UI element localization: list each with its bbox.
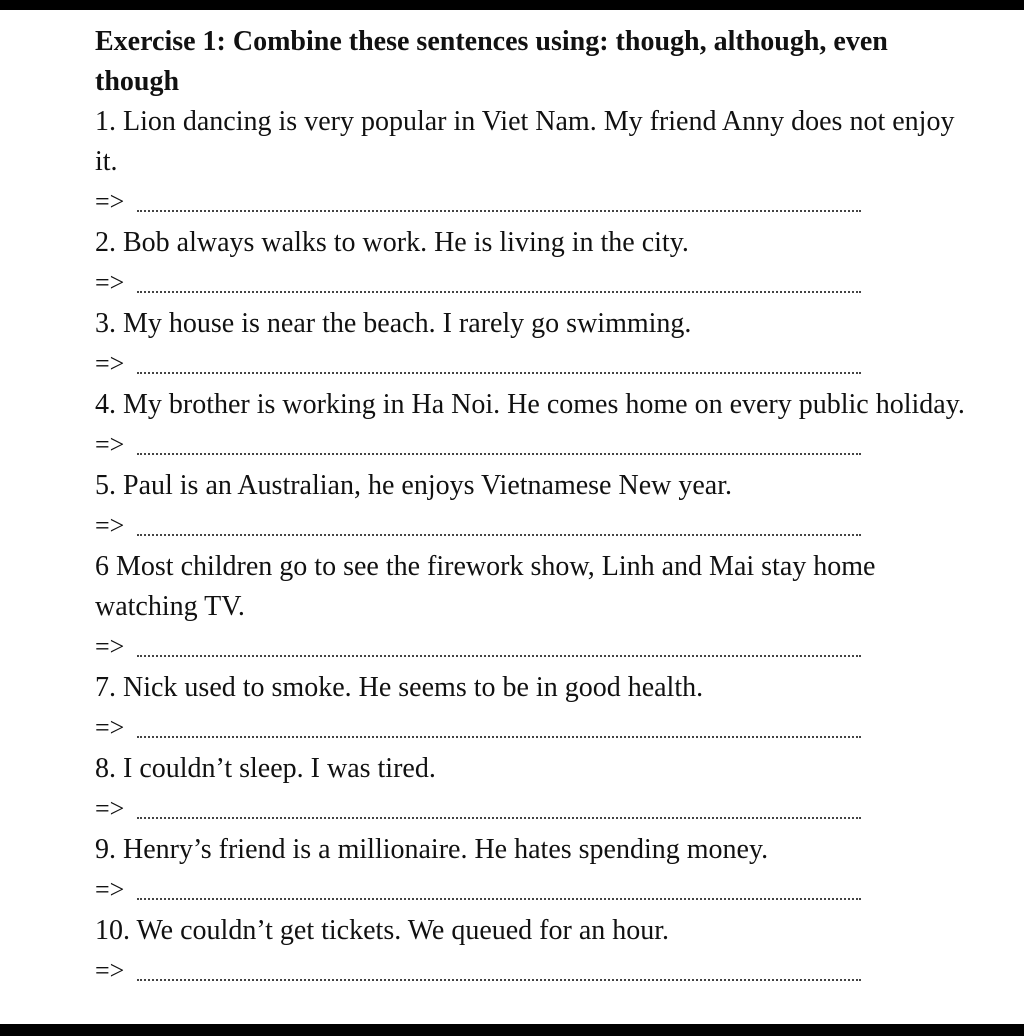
answer-line[interactable] xyxy=(95,951,995,992)
answer-line[interactable] xyxy=(95,627,995,668)
dotted-answer-blank[interactable] xyxy=(137,736,861,738)
question-7 xyxy=(95,668,995,749)
question-1 xyxy=(95,102,995,223)
question-text: 10. We couldn’t get tickets. We queued for an hour. xyxy=(95,915,670,946)
dotted-answer-blank[interactable] xyxy=(137,534,861,536)
dotted-answer-blank[interactable] xyxy=(137,655,861,657)
answer-line[interactable] xyxy=(95,344,995,385)
dotted-answer-blank[interactable] xyxy=(137,291,861,293)
question-5 xyxy=(95,466,995,547)
question-4 xyxy=(95,385,995,466)
answer-arrow: => xyxy=(95,511,125,540)
dotted-answer-blank[interactable] xyxy=(137,210,861,212)
answer-arrow: => xyxy=(95,794,125,823)
question-text: 5. Paul is an Australian, he enjoys Vietnamese New year. xyxy=(95,470,732,501)
question-text: 1. Lion dancing is very popular in Viet Nam. My friend Anny does not enjoy it. xyxy=(95,106,955,177)
answer-arrow: => xyxy=(95,713,125,742)
worksheet-page xyxy=(0,10,1024,1024)
dotted-answer-blank[interactable] xyxy=(137,979,861,981)
question-text: 7. Nick used to smoke. He seems to be in good health. xyxy=(95,672,704,703)
answer-line[interactable] xyxy=(95,789,995,830)
answer-line[interactable] xyxy=(95,708,995,749)
dotted-answer-blank[interactable] xyxy=(137,817,861,819)
dotted-answer-blank[interactable] xyxy=(137,372,861,374)
answer-line[interactable] xyxy=(95,263,995,304)
dotted-answer-blank[interactable] xyxy=(137,453,861,455)
answer-line[interactable] xyxy=(95,425,995,466)
exercise-title: Exercise 1: Combine these sentences using: though, although, even though xyxy=(95,26,888,97)
answer-arrow: => xyxy=(95,632,125,661)
answer-arrow: => xyxy=(95,956,125,985)
answer-arrow: => xyxy=(95,187,125,216)
question-text: 4. My brother is working in Ha Noi. He comes home on every public holiday. xyxy=(95,389,965,420)
answer-line[interactable] xyxy=(95,506,995,547)
question-text: 3. My house is near the beach. I rarely go swimming. xyxy=(95,308,692,339)
answer-arrow: => xyxy=(95,875,125,904)
dotted-answer-blank[interactable] xyxy=(137,898,861,900)
question-6 xyxy=(95,547,995,668)
answer-arrow: => xyxy=(95,268,125,297)
answer-arrow: => xyxy=(95,349,125,378)
question-8 xyxy=(95,749,995,830)
question-text: 8. I couldn’t sleep. I was tired. xyxy=(95,753,436,784)
answer-line[interactable] xyxy=(95,870,995,911)
answer-line[interactable] xyxy=(95,182,995,223)
question-text: 6 Most children go to see the firework show, Linh and Mai stay home watching TV. xyxy=(95,551,876,622)
question-2 xyxy=(95,223,995,304)
question-10 xyxy=(95,911,995,992)
worksheet-content xyxy=(95,22,995,992)
question-text: 2. Bob always walks to work. He is living in the city. xyxy=(95,227,689,258)
question-3 xyxy=(95,304,995,385)
answer-arrow: => xyxy=(95,430,125,459)
question-text: 9. Henry’s friend is a millionaire. He hates spending money. xyxy=(95,834,769,865)
question-9 xyxy=(95,830,995,911)
